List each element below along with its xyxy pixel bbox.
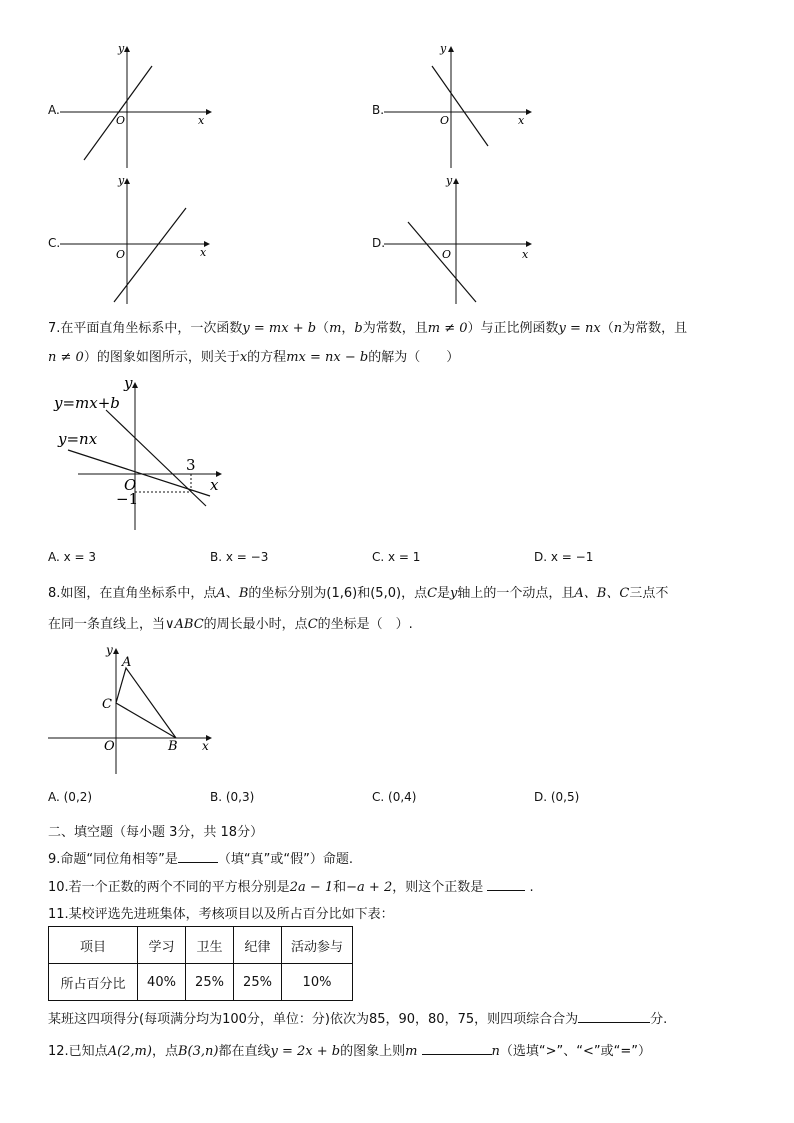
table-header-cell: 项目 [49, 927, 138, 964]
q7-graph [48, 374, 238, 534]
q8-option-a[interactable]: A. (0,2) [48, 790, 93, 804]
q8-option-d[interactable]: D. (0,5) [534, 790, 580, 804]
q7-stem-line1: 7.在平面直角坐标系中，一次函数y = mx + b（m，b为常数，且m ≠ 0）与正比例函数y = nx（n为常数，且 [48, 321, 688, 336]
q11-stem: 11.某校评选先进班集体，考核项目以及所占百分比如下表： [48, 907, 394, 922]
q7-option-a[interactable]: A. x = 3 [48, 550, 97, 564]
table-row [49, 964, 353, 1001]
q6a-y-label: y [118, 42, 125, 55]
q6a-x-label: x [198, 114, 205, 127]
q8-x-label: x [202, 739, 209, 753]
table-cell: 10% [282, 964, 353, 1001]
q7-tick-3: 3 [186, 456, 196, 474]
q7-y-label: y [124, 374, 133, 392]
q6c-origin: O [116, 248, 126, 261]
q6d-x-label: x [522, 248, 529, 261]
q7-option-d[interactable]: D. x = −1 [534, 550, 594, 564]
q6-graph-b [384, 40, 544, 170]
q6-option-b-label[interactable]: B. [372, 103, 385, 117]
q6b-y-label: y [440, 42, 447, 55]
q6d-origin: O [442, 248, 452, 261]
q6-option-d-label[interactable]: D. [372, 236, 386, 250]
q8-triangle [116, 668, 176, 738]
q6b-origin: O [440, 114, 450, 127]
q10: 10.若一个正数的两个不同的平方根分别是2a − 1和−a + 2，则这个正数是 . [48, 880, 534, 895]
q6-option-a-label[interactable]: A. [48, 103, 60, 117]
q9-answer-blank[interactable] [178, 850, 218, 863]
q6a-origin: O [116, 114, 126, 127]
q6b-x-label: x [518, 114, 525, 127]
table-row [49, 927, 353, 964]
table-header-cell: 纪律 [234, 927, 282, 964]
q7-x-label: x [210, 476, 219, 494]
q8-option-c[interactable]: C. (0,4) [372, 790, 417, 804]
table-header-cell: 卫生 [186, 927, 234, 964]
q9: 9.命题“同位角相等”是 （填“真”或“假”）命题. [48, 852, 353, 867]
q6-graph-c [60, 172, 220, 306]
q6-graph-a [60, 40, 220, 170]
q6d-y-label: y [446, 174, 453, 187]
q7-option-b[interactable]: B. x = −3 [210, 550, 269, 564]
q6c-y-label: y [118, 174, 125, 187]
q10-answer-blank[interactable] [487, 878, 525, 891]
q8-point-a: A [122, 655, 132, 670]
q7-tick-neg1: −1 [116, 490, 139, 508]
q6-option-c-label[interactable]: C. [48, 236, 61, 250]
q12: 12.已知点A(2,m)，点B(3,n)都在直线y = 2x + b的图象上则m n（选填“>”、“<”或“=”） [48, 1044, 652, 1059]
q11-answer-blank[interactable] [578, 1010, 650, 1023]
table-cell: 40% [138, 964, 186, 1001]
q6c-x-label: x [200, 246, 207, 259]
table-header-cell: 学习 [138, 927, 186, 964]
q8-point-b: B [168, 739, 178, 754]
q11-table [48, 926, 353, 1001]
q8-stem-line1: 8.如图，在直角坐标系中，点A、B的坐标分别为(1,6)和(5,0)，点C是y轴上的一个动点，且A、B、C三点不 [48, 586, 669, 601]
q11-followup: 某班这四项得分(每项满分均为100分，单位：分)依次为85，90，80，75，则四项综合合为 分. [48, 1012, 668, 1027]
table-cell: 25% [234, 964, 282, 1001]
q7-label-nx: y=nx [58, 430, 98, 448]
table-header-cell: 活动参与 [282, 927, 353, 964]
q6-graph-d [384, 172, 544, 306]
q7-label-mxb: y=mx+b [54, 394, 120, 412]
q12-answer-blank[interactable] [422, 1042, 492, 1055]
q8-point-c: C [102, 697, 112, 712]
q7-origin: O [124, 476, 137, 494]
section-heading: 二、填空题（每小题 3分，共 18分） [48, 825, 264, 840]
table-cell: 25% [186, 964, 234, 1001]
q8-graph [48, 640, 218, 778]
q7-stem-line2: n ≠ 0）的图象如图所示，则关于x的方程mx = nx − b的解为（ ） [48, 350, 460, 365]
q8-origin: O [104, 739, 115, 754]
q8-option-b[interactable]: B. (0,3) [210, 790, 255, 804]
q8-stem-line2: 在同一条直线上，当∨ABC的周长最小时，点C的坐标是（ ）. [48, 617, 413, 632]
q7-option-c[interactable]: C. x = 1 [372, 550, 421, 564]
table-cell: 所占百分比 [49, 964, 138, 1001]
q8-y-label: y [106, 643, 113, 657]
